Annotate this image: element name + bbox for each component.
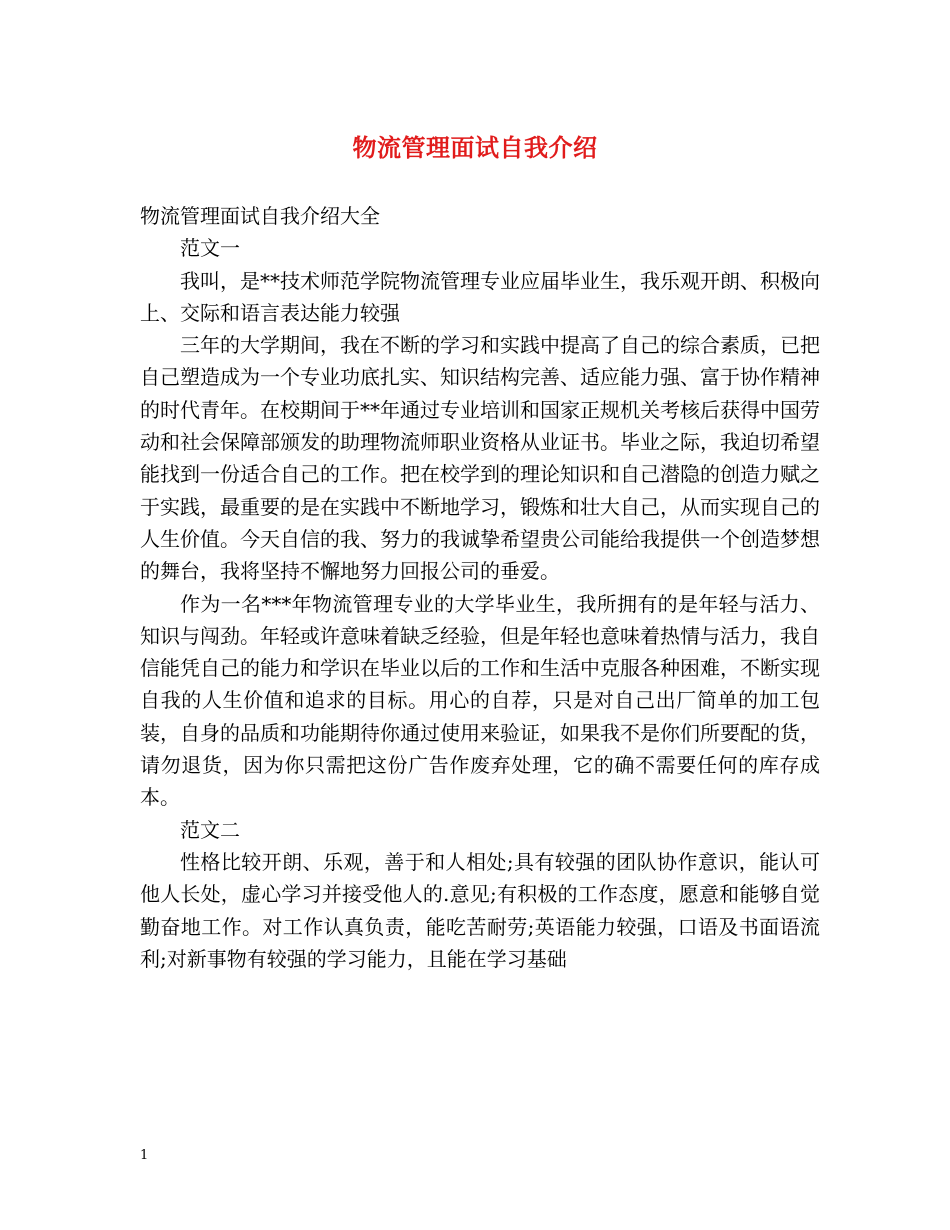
document-body [140, 200, 820, 975]
section-heading-sample-2: 范文二 [180, 817, 240, 842]
body-paragraph: 作为一名***年物流管理专业的大学毕业生，我所拥有的是年轻与活力、知识与闯劲。年轻或许意味着缺乏经验，但是年轻也意味着热情与活力，我自信能凭自己的能力和学识在毕业以后的工作和生活中克服各种困难，不断实现自我的人生价值和追求的目标。用心的自荐，只是对自己出厂简单的加工包装，自身的品质和功能期待你通过使用来验证，如果我不是你们所要配的货，请勿退货，因为你只需把这份广告作废弃处理，它的确不需要任何的库存成本。 [140, 591, 820, 810]
page-number: 1 [140, 1148, 149, 1163]
section-heading-sample-1: 范文一 [180, 236, 240, 261]
body-paragraph: 我叫，是**技术师范学院物流管理专业应届毕业生，我乐观开朗、积极向上、交际和语言表达能力较强 [140, 268, 820, 325]
body-paragraph: 三年的大学期间，我在不断的学习和实践中提高了自己的综合素质，已把自己塑造成为一个专业功底扎实、知识结构完善、适应能力强、富于协作精神的时代青年。在校期间于**年通过专业培训和国家正规机关考核后获得中国劳动和社会保障部颁发的助理物流师职业资格从业证书。毕业之际，我迫切希望能找到一份适合自己的工作。把在校学到的理论知识和自己潜隐的创造力赋之于实践，最重要的是在实践中不断地学习，锻炼和壮大自己，从而实现自己的人生价值。今天自信的我、努力的我诚挚希望贵公司能给我提供一个创造梦想的舞台，我将坚持不懈地努力回报公司的垂爱。 [140, 333, 820, 584]
body-paragraph: 性格比较开朗、乐观，善于和人相处;具有较强的团队协作意识，能认可他人长处，虚心学习并接受他人的.意见;有积极的工作态度，愿意和能够自觉勤奋地工作。对工作认真负责，能吃苦耐劳;英语能力较强，口语及书面语流利;对新事物有较强的学习能力，且能在学习基础 [140, 849, 820, 971]
document-title: 物流管理面试自我介绍 [352, 133, 598, 162]
subtitle-paragraph: 物流管理面试自我介绍大全 [140, 204, 380, 228]
